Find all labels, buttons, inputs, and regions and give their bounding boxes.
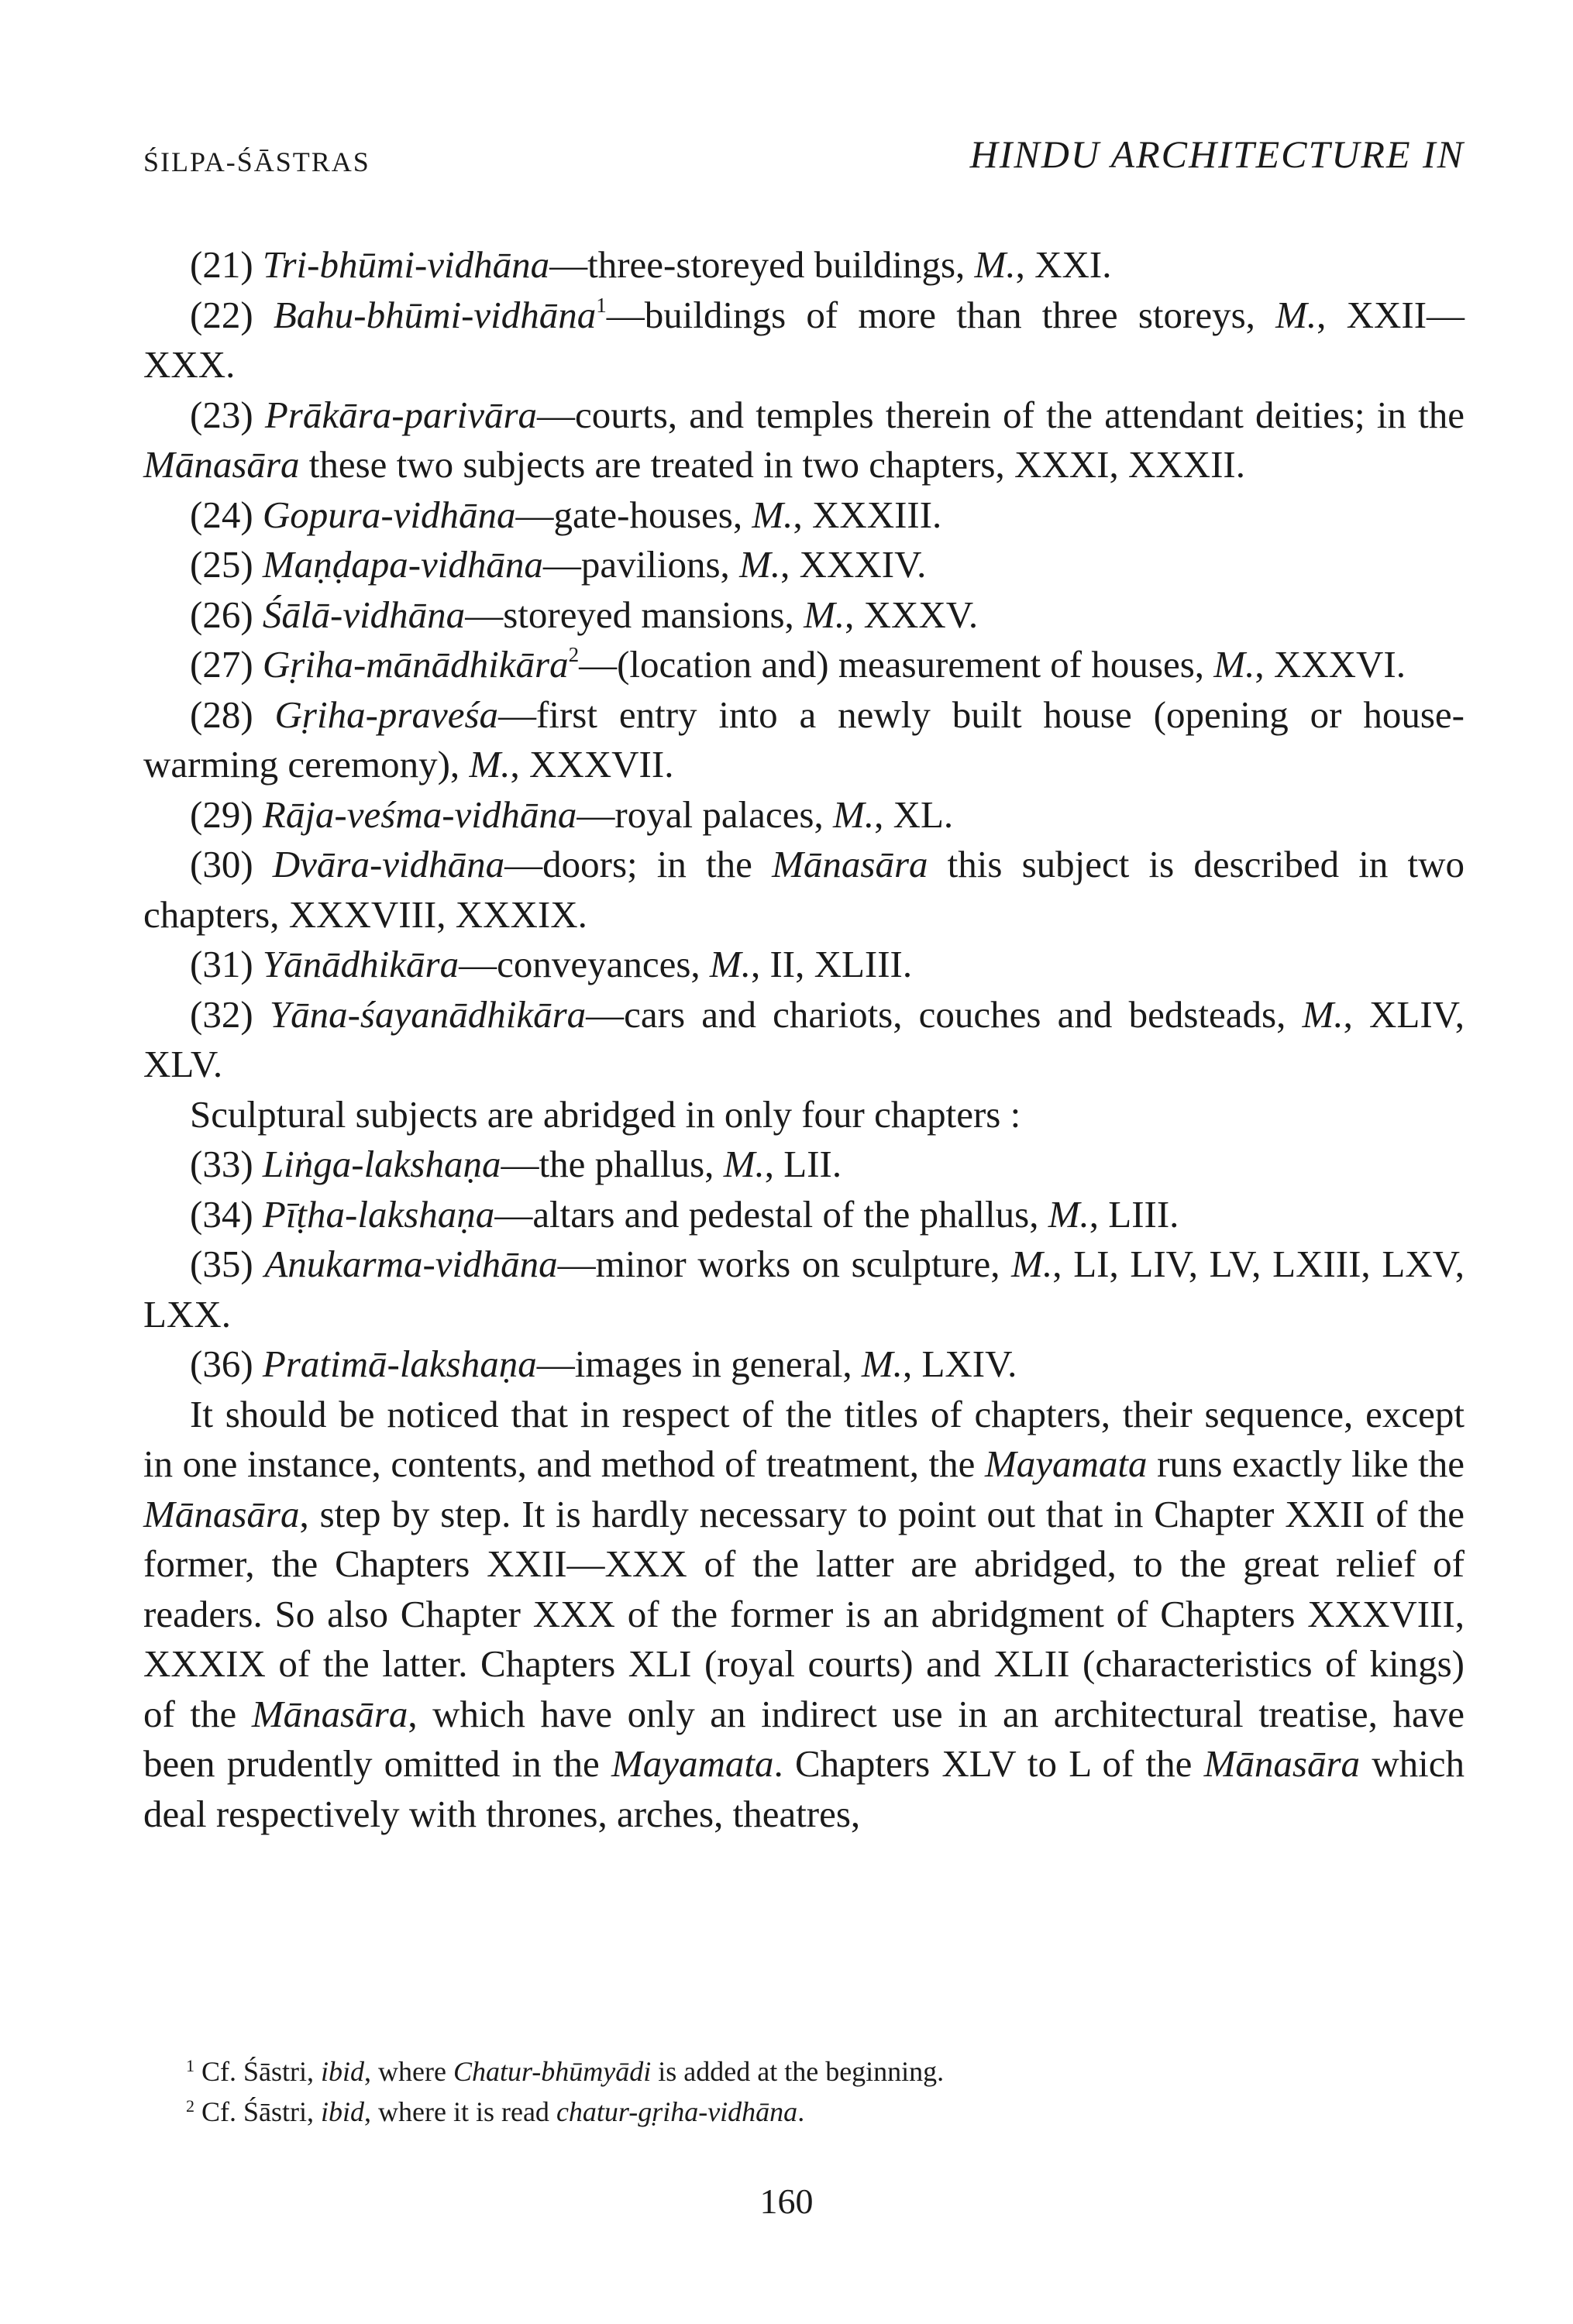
list-item: (23) Prākāra-parivāra—courts, and temples therein of the attendant deities; in the Mānasāra these two subjects are treated in two chapters, XXXI, XXXII.	[143, 393, 1465, 486]
item-term: Rāja-veśma-vidhāna	[262, 792, 577, 836]
item-term: Dvāra-vidhāna	[272, 843, 505, 885]
sculpture-heading: Sculptural subjects are abridged in only four chapters :	[190, 1092, 1021, 1136]
item-term: Yāna-śayanādhikāra	[269, 992, 587, 1036]
item-term: Gṛiha-mānādhikāra	[262, 643, 569, 686]
item-term: Liṅga-lakshaṇa	[262, 1143, 501, 1185]
list-item: (32) Yāna-śayanādhikāra—cars and chariots, couches and bedsteads, M., XLIV, XLV.	[143, 992, 1465, 1085]
footnote-ref: 2	[568, 643, 580, 666]
item-term: Bahu-bhūmi-vidhāna	[273, 293, 597, 336]
list-item: (21) Tri-bhūmi-vidhāna—three-storeyed buildings, M., XXI.	[190, 243, 1112, 286]
page-number: 160	[759, 2181, 814, 2221]
list-item: (30) Dvāra-vidhāna—doors; in the Mānasāra this subject is described in two chapters, XXXVIII, XXXIX.	[143, 843, 1465, 936]
footnote-ref: 1	[596, 293, 607, 317]
item-term: Maṇḍapa-vidhāna	[262, 543, 543, 586]
list-item: (31) Yānādhikāra—conveyances, M., II, XLIII.	[190, 943, 913, 985]
item-term: Anukarma-vidhāna	[264, 1243, 558, 1285]
footnote: $^2$ Cf. Śāstri, ibid, where it is read chatur-gṛiha-vidhāna.	[186, 2096, 805, 2127]
item-term: Pratimā-lakshaṇa	[262, 1342, 537, 1385]
list-item: (24) Gopura-vidhāna—gate-houses, M., XXXIII.	[190, 493, 942, 536]
list-item: (33) Liṅga-lakshaṇa—the phallus, M., LII.	[190, 1143, 842, 1185]
list-item: (25) Maṇḍapa-vidhāna—pavilions, M., XXXIV.	[190, 543, 927, 586]
list-item: (22) Bahu-bhūmi-vidhāna$^1$—buildings of more than three storeys, M., XXII—XXX.	[143, 293, 1465, 386]
item-term: Yānādhikāra	[262, 943, 460, 985]
footnotes	[143, 2051, 1465, 2132]
list-item: (35) Anukarma-vidhāna—minor works on sculpture, M., LI, LIV, LV, LXIII, LXV, LXX.	[143, 1243, 1465, 1336]
running-head-right: HINDU ARCHITECTURE IN	[969, 132, 1465, 176]
running-head	[143, 132, 1465, 186]
footnote: $^1$ Cf. Śāstri, ibid, where Chatur-bhūmyādi is added at the beginning.	[186, 2056, 945, 2087]
list-item: (29) Rāja-veśma-vidhāna—royal palaces, M., XL.	[190, 792, 954, 836]
footnote-mark: 1	[186, 2056, 194, 2075]
body-paragraph: It should be noticed that in respect of the titles of chapters, their sequence, except in one instance, contents, and method of treatment, the Mayamata runs exactly like the Mānasāra, step by step. It is hardly necessary to point out that in Chapter XXII of the former, the Chapters XXII—XXX of the latter are abridged, to the great relief of readers. So also Chapter XXX of the former is an abridgment of Chapters XXXVIII, XXXIX of the latter. Chapters XLI (royal courts) and XLII (characteristics of kings) of the Mānasāra, which have only an indirect use in an architectural treatise, have been prudently omitted in the Mayamata. Chapters XLV to L of the Mānasāra which deal respectively with thrones, arches, theatres,	[143, 1392, 1465, 1835]
list-item: (26) Śālā-vidhāna—storeyed mansions, M., XXXV.	[190, 593, 979, 636]
item-term: Śālā-vidhāna	[262, 593, 466, 636]
list-item: (27) Gṛiha-mānādhikāra$^2$—(location and) measurement of houses, M., XXXVI.	[190, 643, 1406, 686]
footnote-mark: 2	[186, 2096, 194, 2116]
main-text	[143, 240, 1465, 1839]
list-item: (28) Gṛiha-praveśa—first entry into a newly built house (opening or house-warming ceremony), M., XXXVII.	[143, 693, 1465, 786]
list-item: (36) Pratimā-lakshaṇa—images in general, M., LXIV.	[190, 1342, 1017, 1385]
item-term: Pīṭha-lakshaṇa	[262, 1192, 495, 1236]
running-head-left: ŚILPA-ŚĀSTRAS	[143, 146, 370, 177]
item-term: Gṛiha-praveśa	[274, 693, 499, 736]
item-term: Gopura-vidhāna	[262, 493, 516, 536]
list-item: (34) Pīṭha-lakshaṇa—altars and pedestal of the phallus, M., LIII.	[190, 1192, 1179, 1236]
item-term: Prākāra-parivāra	[264, 393, 538, 436]
item-term: Tri-bhūmi-vidhāna	[262, 243, 550, 286]
